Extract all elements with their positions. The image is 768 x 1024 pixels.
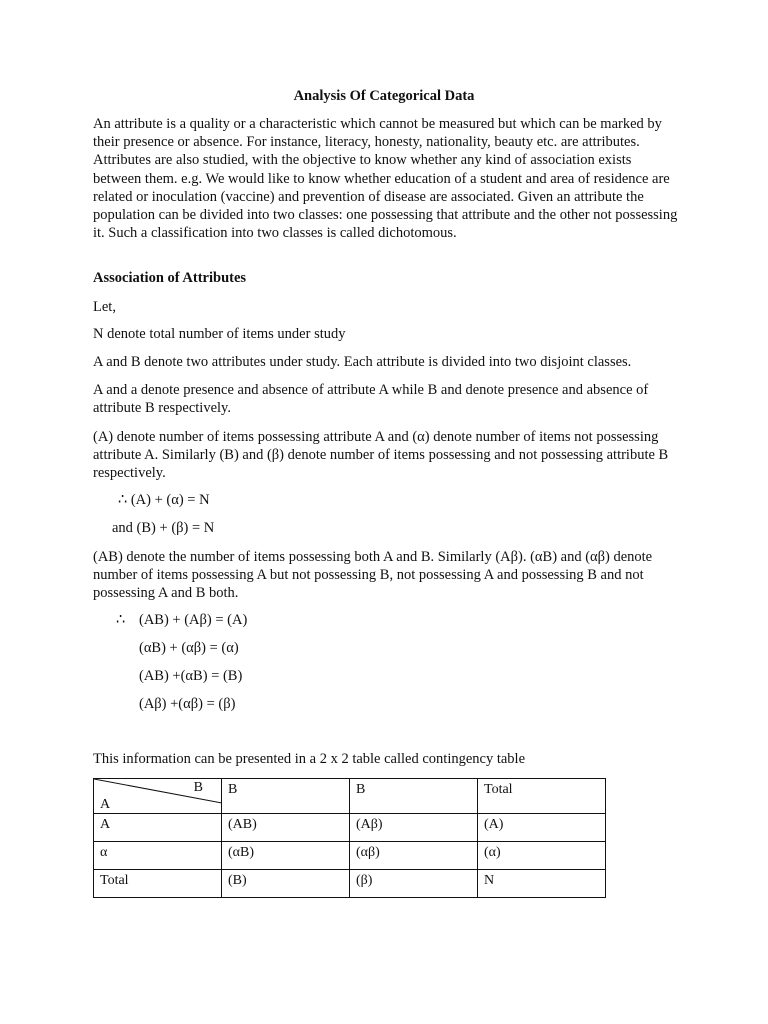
header-cell: B bbox=[350, 779, 478, 814]
contingency-table bbox=[93, 778, 606, 898]
table-cell: (αβ) bbox=[350, 842, 478, 870]
header-cell: Total bbox=[478, 779, 606, 814]
equation-2: and (B) + (β) = N bbox=[112, 520, 215, 536]
corner-cell bbox=[94, 779, 222, 814]
attributes-definition: A and B denote two attributes under study. Each attribute is divided into two disjoint classes. bbox=[93, 354, 632, 370]
equation-4: (αB) + (αβ) = (α) bbox=[139, 640, 239, 656]
table-cell: N bbox=[478, 870, 606, 898]
corner-label-a: A bbox=[100, 797, 111, 812]
table-cell: A bbox=[94, 814, 222, 842]
header-cell: B bbox=[222, 779, 350, 814]
count-definition: (A) denote number of items possessing attribute A and (α) denote number of items not possessing attribute A. Similarly (B) and (β) denote number of items possessing and not possessing attribute B respectively. bbox=[93, 429, 669, 482]
table-cell: (β) bbox=[350, 870, 478, 898]
section-heading: Association of Attributes bbox=[93, 270, 247, 286]
joint-count-definition: (AB) denote the number of items possessing both A and B. Similarly (Aβ). (αB) and (αβ) denote number of items possessing A but not possessing B, not possessing A and possessing B and not possessing A and B both. bbox=[93, 549, 653, 602]
therefore-symbol: ∴ bbox=[116, 612, 126, 628]
equation-5: (AB) +(αB) = (B) bbox=[139, 668, 243, 684]
equation-3: (AB) + (Aβ) = (A) bbox=[139, 612, 248, 628]
presence-definition: A and a denote presence and absence of attribute A while B and denote presence and absence of attribute B respectively. bbox=[93, 382, 649, 417]
corner-label-b: B bbox=[193, 780, 203, 795]
n-definition: N denote total number of items under study bbox=[93, 326, 346, 342]
table-cell: (αB) bbox=[222, 842, 350, 870]
table-cell: (α) bbox=[478, 842, 606, 870]
table-cell: (A) bbox=[478, 814, 606, 842]
intro-paragraph: An attribute is a quality or a characteristic which cannot be measured but which can be marked by their presence or absence. For instance, literacy, honesty, nationality, beauty etc. are attributes. Attributes are also studied, with the objective to know whether any kind of association exists between them. e.g. We would like to know whether education of a student and area of residence are related or inoculation (vaccine) and prevention of disease are associated. Given an attribute the population can be divided into two classes: one possessing that attribute and the other not possessing it. Such a classification into two classes is called dichotomous. bbox=[93, 116, 678, 242]
table-cell: (B) bbox=[222, 870, 350, 898]
table-cell: (Aβ) bbox=[350, 814, 478, 842]
table-row bbox=[94, 814, 606, 842]
table-row bbox=[94, 842, 606, 870]
table-cell: α bbox=[94, 842, 222, 870]
equation-6: (Aβ) +(αβ) = (β) bbox=[139, 696, 236, 712]
table-cell: Total bbox=[94, 870, 222, 898]
let-line: Let, bbox=[93, 299, 116, 315]
table-cell: (AB) bbox=[222, 814, 350, 842]
page-title: Analysis Of Categorical Data bbox=[293, 88, 475, 104]
table-header-row bbox=[94, 779, 606, 814]
table-intro: This information can be presented in a 2 x 2 table called contingency table bbox=[93, 751, 526, 767]
equation-1: ∴ (A) + (α) = N bbox=[118, 492, 210, 508]
table-row bbox=[94, 870, 606, 898]
